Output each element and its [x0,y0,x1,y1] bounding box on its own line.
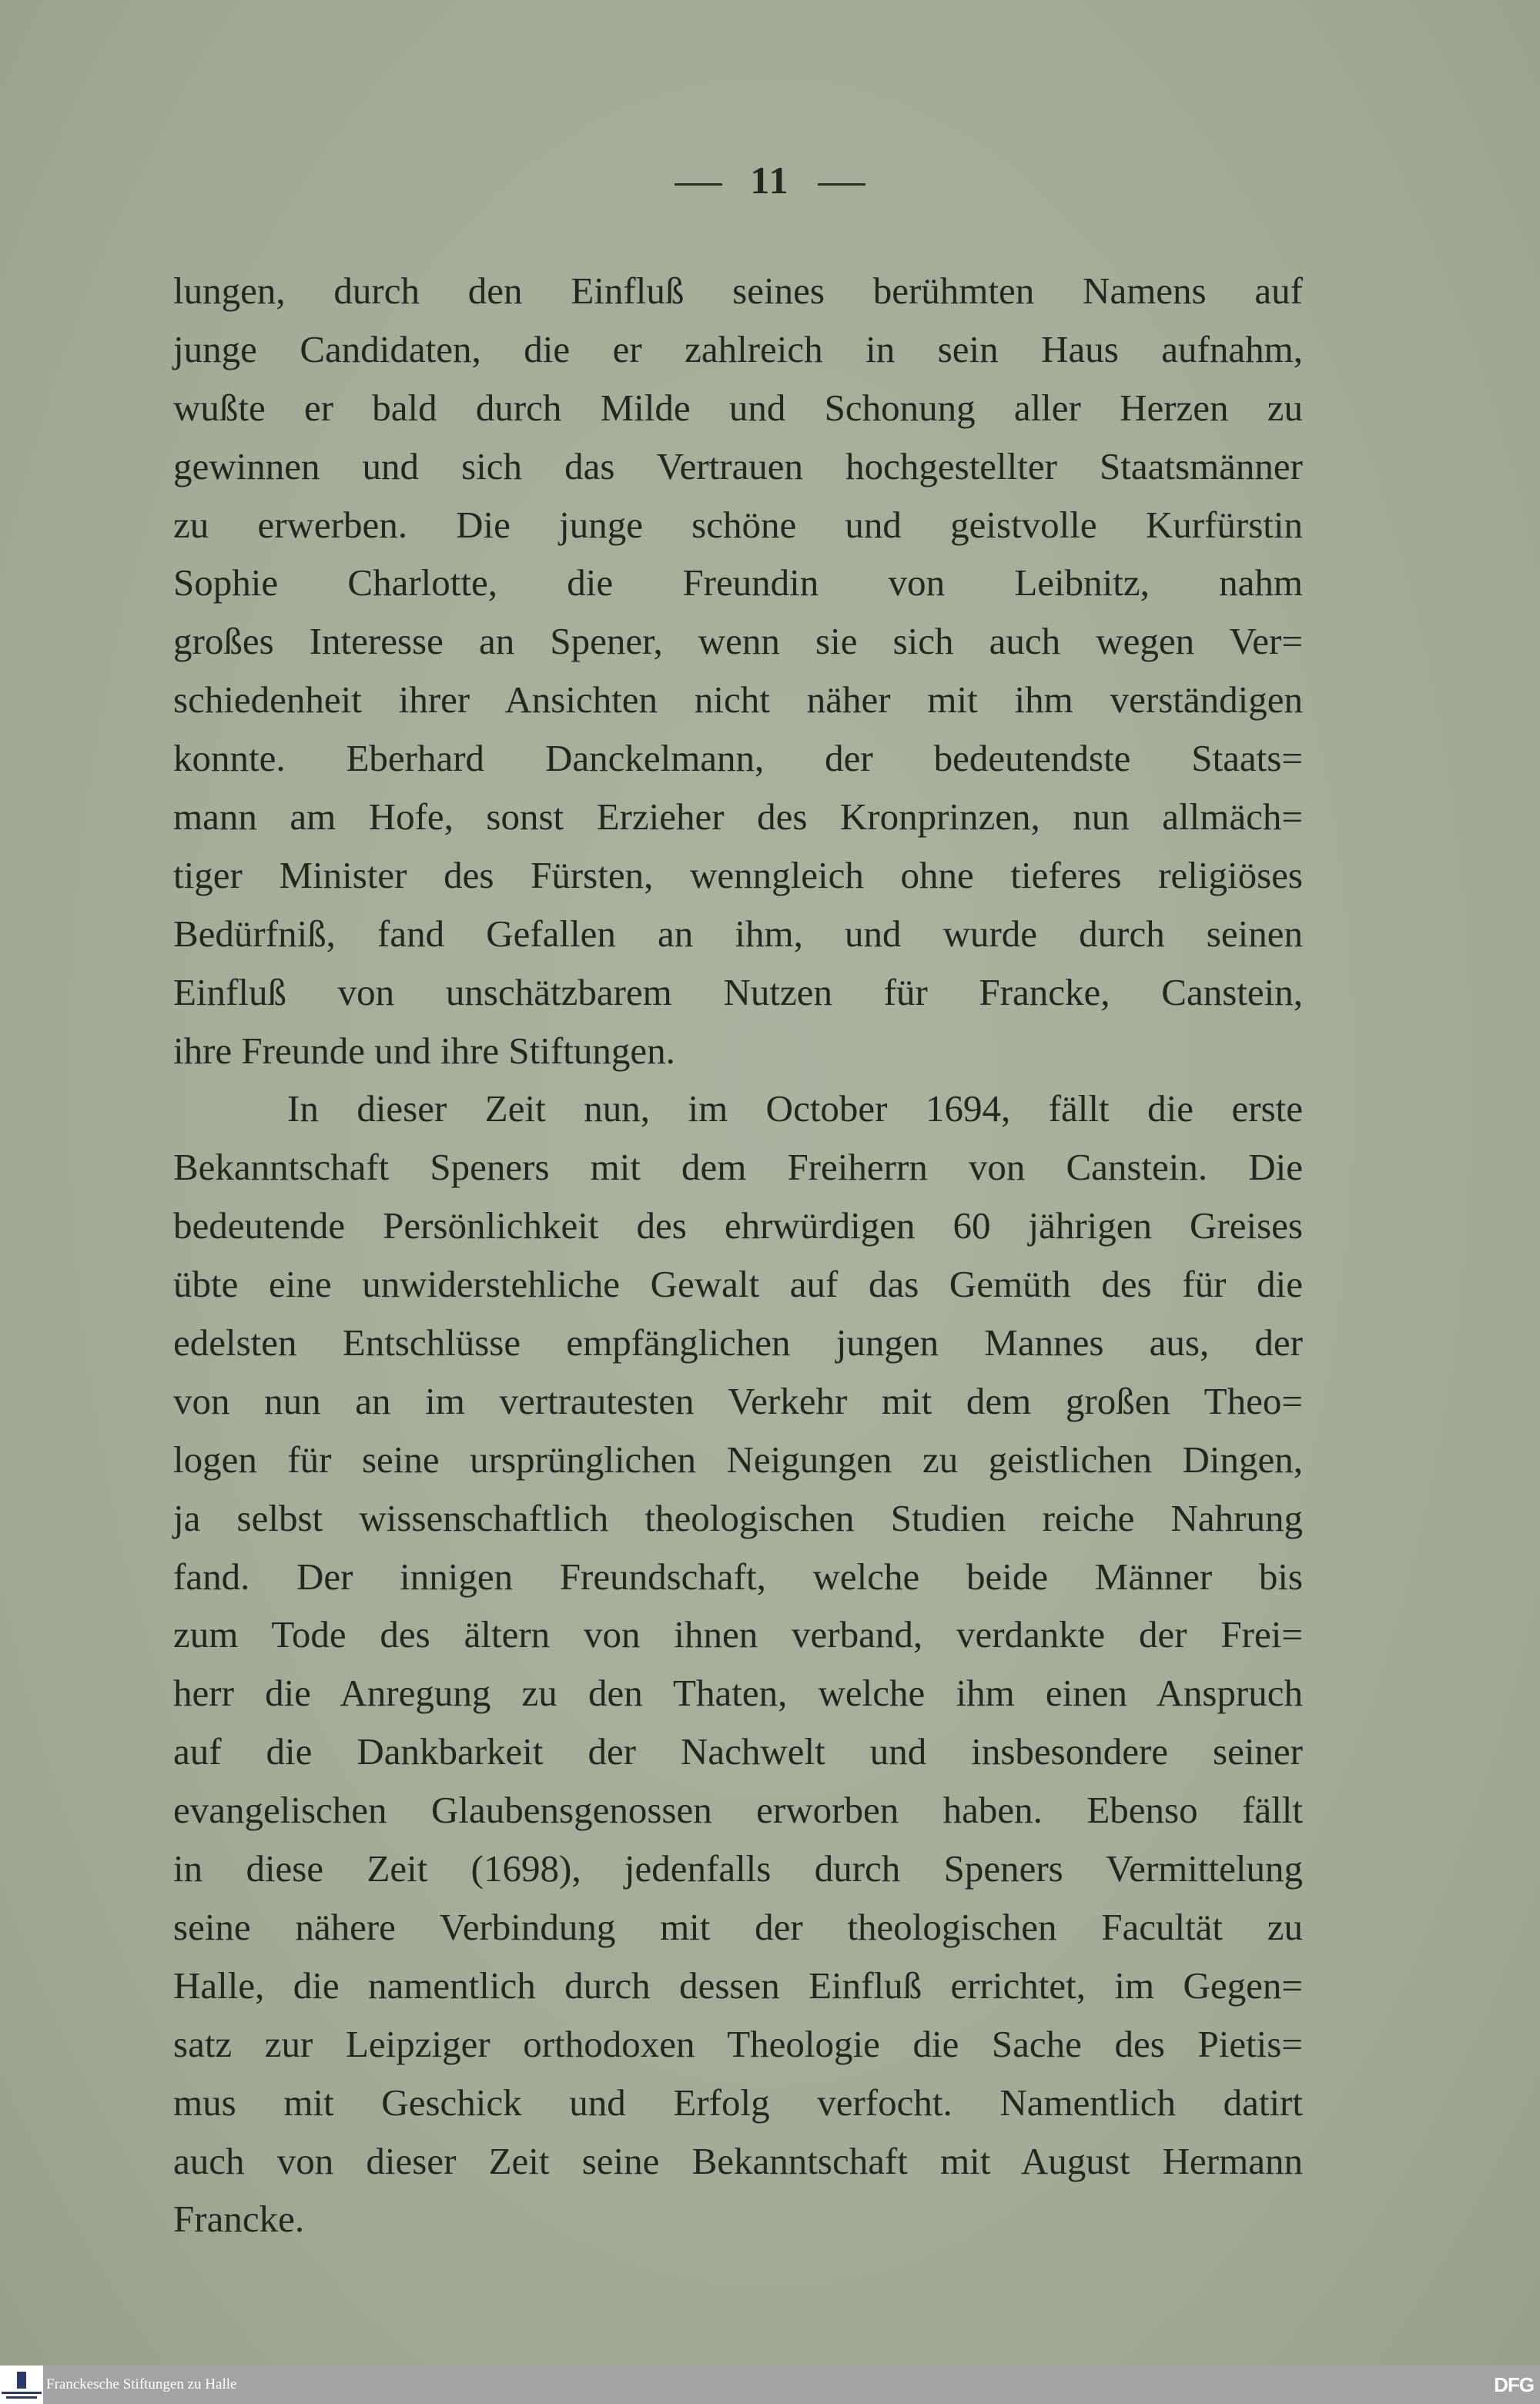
page-body-text [173,262,1303,2248]
page-number: 11 [750,159,790,202]
text-line: auch von dieser Zeit seine Bekanntschaft mit August Hermann [173,2139,1303,2182]
text-line: Francke. [173,2198,305,2241]
text-line: satz zur Leipziger orthodoxen Theologie die Sache des Pietis= [173,2022,1303,2065]
text-line: logen für seine ursprünglichen Neigungen zu geistlichen Dingen, [173,1438,1303,1481]
text-line: bedeutende Persönlichkeit des ehrwürdigen 60 jährigen Greises [173,1204,1303,1247]
text-line: fand. Der innigen Freundschaft, welche beide Männer bis [173,1555,1303,1598]
page-header [0,158,1540,203]
text-line: Sophie Charlotte, die Freundin von Leibnitz, nahm [173,561,1303,604]
text-line: konnte. Eberhard Danckelmann, der bedeutendste Staats= [173,737,1303,780]
footer-bar [0,2365,1540,2404]
text-line: auf die Dankbarkeit der Nachwelt und insbesondere seiner [173,1730,1303,1773]
text-line: großes Interesse an Spener, wenn sie sich auch wegen Ver= [173,620,1303,663]
text-line: ja selbst wissenschaftlich theologischen Studien reiche Nahrung [173,1496,1303,1539]
text-line: zum Tode des ältern von ihnen verband, verdankte der Frei= [173,1613,1303,1656]
header-dash-left [675,183,722,186]
text-line: Halle, die namentlich durch dessen Einfluß errichtet, im Gegen= [173,1964,1303,2007]
text-line: Einfluß von unschätzbarem Nutzen für Francke, Canstein, [173,970,1303,1013]
text-line: Bekanntschaft Speners mit dem Freiherrn von Canstein. Die [173,1146,1303,1189]
text-line: mann am Hofe, sonst Erzieher des Kronprinzen, nun allmäch= [173,795,1303,839]
text-line: in diese Zeit (1698), jedenfalls durch Speners Vermittelung [173,1847,1303,1890]
text-line: tiger Minister des Fürsten, wenngleich ohne tieferes religiöses [173,853,1303,896]
text-line: edelsten Entschlüsse empfänglichen jungen Mannes aus, der [173,1321,1303,1364]
dfg-logo: DFG [1494,2373,1534,2396]
text-line: junge Candidaten, die er zahlreich in sein Haus aufnahm, [173,327,1303,370]
text-line: von nun an im vertrautesten Verkehr mit dem großen Theo= [173,1379,1303,1422]
text-line: In dieser Zeit nun, im October 1694, fällt die erste [287,1087,1303,1130]
text-line: seine nähere Verbindung mit der theologischen Facultät zu [173,1905,1303,1948]
text-line: mus mit Geschick und Erfolg verfocht. Namentlich datirt [173,2081,1303,2124]
text-line: lungen, durch den Einfluß seines berühmten Namens auf [173,270,1303,312]
text-line: übte eine unwiderstehliche Gewalt auf das Gemüth des für die [173,1263,1303,1306]
franckesche-stiftungen-logo-icon [0,2365,43,2404]
institution-name: Franckesche Stiftungen zu Halle [46,2376,237,2392]
text-line: Bedürfniß, fand Gefallen an ihm, und wurde durch seinen [173,912,1303,955]
text-line: wußte er bald durch Milde und Schonung aller Herzen zu [173,386,1303,429]
text-line: herr die Anregung zu den Thaten, welche ihm einen Anspruch [173,1672,1303,1715]
header-dash-right [818,183,865,186]
text-line: schiedenheit ihrer Ansichten nicht näher mit ihm verständigen [173,678,1303,722]
text-line: gewinnen und sich das Vertrauen hochgestellter Staatsmänner [173,444,1303,487]
text-line: evangelischen Glaubensgenossen erworben haben. Ebenso fällt [173,1789,1303,1832]
text-line: zu erwerben. Die junge schöne und geistvolle Kurfürstin [173,503,1303,546]
text-line: ihre Freunde und ihre Stiftungen. [173,1029,675,1072]
